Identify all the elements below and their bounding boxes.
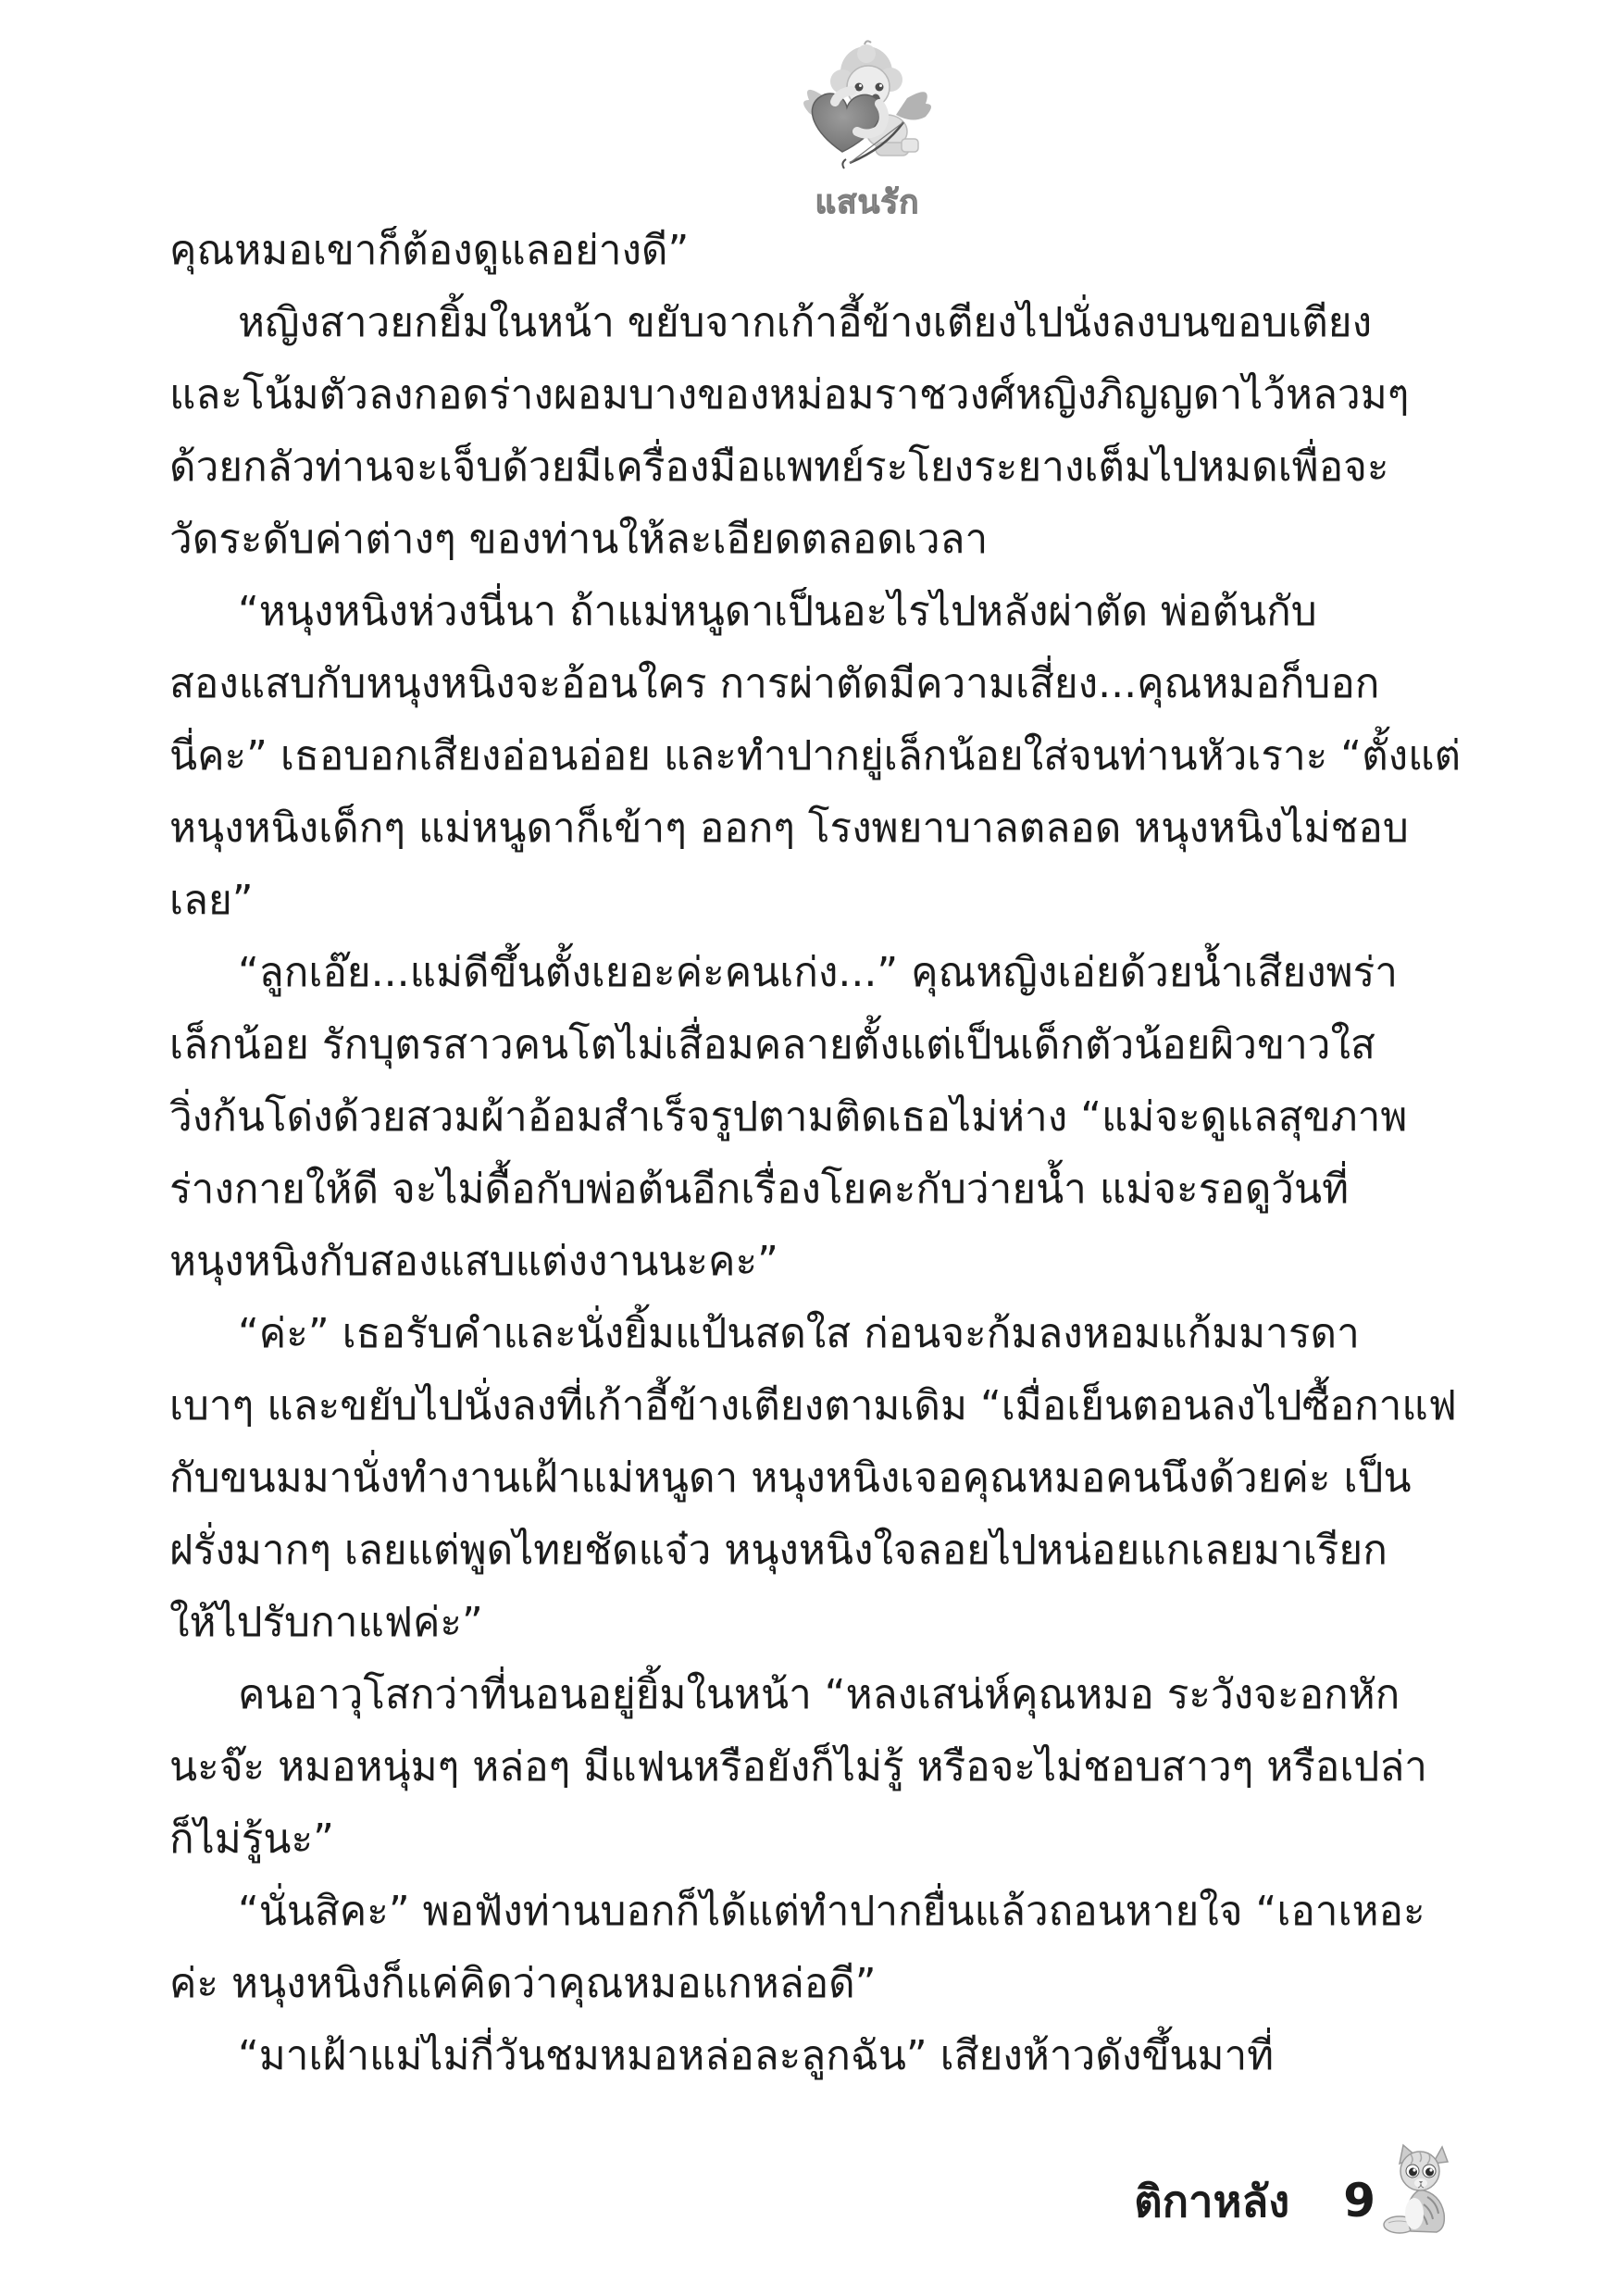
text-line: เล็กน้อย รักบุตรสาวคนโตไม่เสื่อมคลายตั้งแต่เป็นเด็กตัวน้อยผิวขาวใส [169,1021,1375,1068]
text-line: เลย” [169,877,254,924]
text-line: ค่ะ หนุงหนิงก็แค่คิดว่าคุณหมอแกหล่อดี” [169,1960,877,2007]
chapter-title: ติกาหลัง [1134,2177,1290,2227]
text-line: ด้วยกลัวท่านจะเจ็บด้วยมีเครื่องมือแพทย์ระโยงระยางเต็มไปหมดเพื่อจะ [169,443,1389,491]
text-line: วิ่งก้นโด่งด้วยสวมผ้าอ้อมสำเร็จรูปตามติดเธอไม่ห่าง “แม่จะดูแลสุขภาพ [169,1093,1408,1141]
text-line: ฝรั่งมากๆ เลยแต่พูดไทยชัดแจ๋ว หนุงหนิงใจลอยไปหน่อยแกเลยมาเรียก [169,1527,1388,1574]
cupid-hugging-heart-icon [798,39,937,182]
text-line: นี่คะ” เธอบอกเสียงอ่อนอ่อย และทำปากยู่เล็กน้อยใส่จนท่านหัวเราะ “ตั้งแต่ [169,732,1462,780]
text-line: “ค่ะ” เธอรับคำและนั่งยิ้มแป้นสดใส ก่อนจะก้มลงหอมแก้มมารดา [238,1310,1360,1357]
page-body-text [169,215,1462,2092]
page-footer [1134,2102,1459,2240]
text-line: นะจ๊ะ หมอหนุ่มๆ หล่อๆ มีแฟนหรือยังก็ไม่รู้ หรือจะไม่ชอบสาวๆ หรือเปล่า [169,1743,1427,1791]
logo-wordmark: แสนรัก [815,184,920,221]
page-number: 9 [1343,2174,1375,2227]
text-line: “นั่นสิคะ” พอฟังท่านบอกก็ได้แต่ทำปากยื่นแล้วถอนหายใจ “เอาเหอะ [238,1888,1425,1935]
text-line: คุณหมอเขาก็ต้องดูแลอย่างดี” [169,227,690,274]
publisher-logo [789,39,946,228]
text-line: หญิงสาวยกยิ้มในหน้า ขยับจากเก้าอี้ข้างเตียงไปนั่งลงบนขอบเตียง [238,299,1373,346]
text-line: ก็ไม่รู้นะ” [169,1816,334,1863]
text-line: “มาเฝ้าแม่ไม่กี่วันชมหมอหล่อละลูกฉัน” เสียงห้าวดังขึ้นมาที่ [238,2032,1275,2079]
text-line: วัดระดับค่าต่างๆ ของท่านให้ละเอียดตลอดเวลา [169,516,989,563]
text-line: หนุงหนิงเด็กๆ แม่หนูดาก็เข้าๆ ออกๆ โรงพยาบาลตลอด หนุงหนิงไม่ชอบ [169,805,1409,852]
text-line: หนุงหนิงกับสองแสบแต่งงานนะคะ” [169,1238,778,1285]
text-line: กับขนมมานั่งทำงานเฝ้าแม่หนูดา หนุงหนิงเจอคุณหมอคนนึงด้วยค่ะ เป็น [169,1454,1412,1502]
kitten-icon [1383,2143,1459,2240]
text-line: สองแสบกับหนุงหนิงจะอ้อนใคร การผ่าตัดมีความเสี่ยง...คุณหมอก็บอก [169,660,1380,707]
text-line: และโน้มตัวลงกอดร่างผอมบางของหม่อมราชวงศ์หญิงภิญญดาไว้หลวมๆ [169,371,1410,418]
text-line: คนอาวุโสกว่าที่นอนอยู่ยิ้มในหน้า “หลงเสน่ห์คุณหมอ ระวังจะอกหัก [238,1671,1400,1718]
text-line: ร่างกายให้ดี จะไม่ดื้อกับพ่อต้นอีกเรื่องโยคะกับว่ายน้ำ แม่จะรอดูวันที่ [169,1166,1350,1213]
text-line: “ลูกเอ๊ย...แม่ดีขึ้นตั้งเยอะค่ะคนเก่ง...” คุณหญิงเอ่ยด้วยน้ำเสียงพร่า [238,949,1398,996]
text-line: เบาๆ และขยับไปนั่งลงที่เก้าอี้ข้างเตียงตามเดิม “เมื่อเย็นตอนลงไปซื้อกาแฟ [169,1382,1457,1429]
text-line: “หนุงหนิงห่วงนี่นา ถ้าแม่หนูดาเป็นอะไรไปหลังผ่าตัด พ่อต้นกับ [238,588,1317,635]
text-line: ให้ไปรับกาแฟค่ะ” [169,1599,483,1646]
